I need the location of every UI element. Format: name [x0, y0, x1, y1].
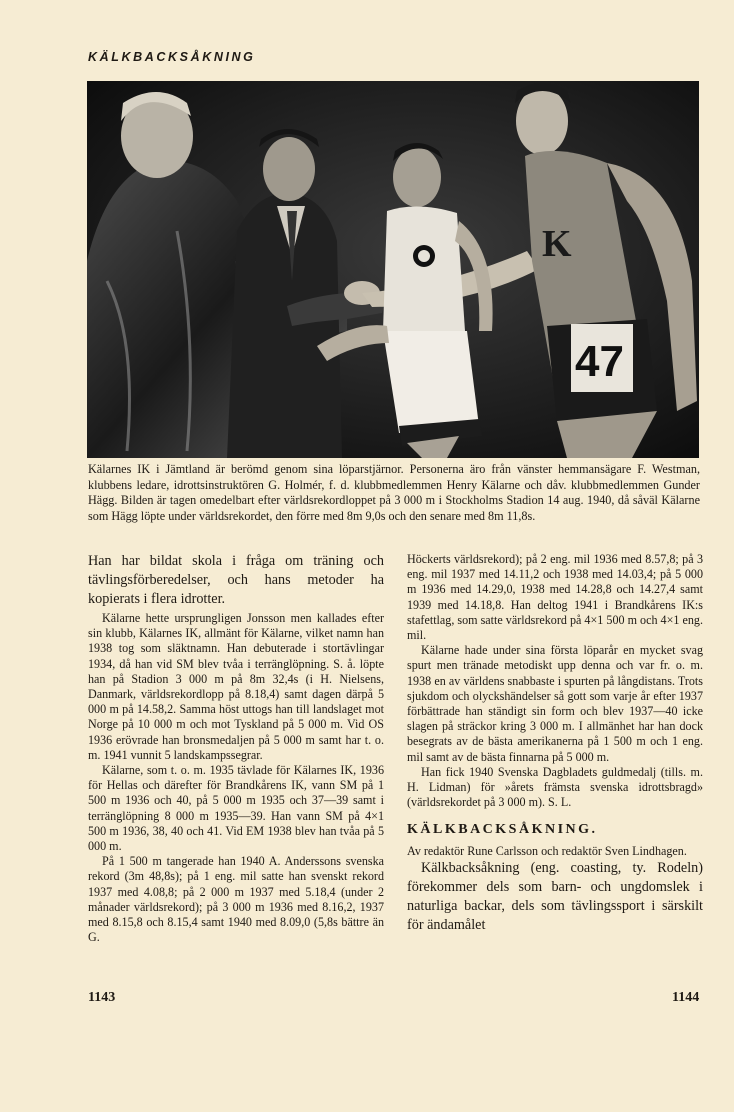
man-in-suit: [227, 193, 342, 458]
photo-caption: [88, 462, 700, 524]
runner-1-shorts: [383, 331, 479, 433]
body-paragraph: Kälkbacksåkning (eng. coasting, ty. Rodeln) förekommer dels som barn- och ungdomslek i naturliga backar, dels som tävlingssport i särskilt för ändamålet: [407, 859, 703, 933]
page-number-right: 1144: [672, 990, 700, 1005]
runner-1-singlet: [383, 206, 465, 331]
body-paragraph: Höckerts världsrekord); på 2 eng. mil 1936 med 8.57,8; på 3 eng. mil 1937 med 14.11,2 och 1938 med 14.03,4; på 5 000 m 1936 med 14.29,0, 1938 med 14.28,8 och 14.27,4 samt 1939 med 14.18,8. Han deltog 1941 i Brandkårens IK:s stafettlag, som satte världsrekord på 4×1 500 m och 4×1 eng. mil.: [407, 552, 703, 643]
body-paragraph: På 1 500 m tangerade han 1940 A. Anderssons svenska rekord (3m 48,8s); på 1 eng. mil satte han svenskt rekord 1937 med 4.08,8; på 2 000 m 1937 med 5.18,4 (under 2 månader världsrekord); på 3 000 m 1936 med 8.16,2, 1937 med 8.15,8 och 8.15,4 samt 1940 med 8.09,0 (5,8s bättre än G.: [88, 854, 384, 945]
page-number-left: 1143: [88, 990, 116, 1005]
caption-text: Kälarnes IK i Jämtland är berömd genom sina löparstjärnor. Personerna äro från vänster hemmansägare F. Westman, klubbens ledare, idrottsinstruktören G. Holmér, f. d. klubbmedlemmen Henry Kälarne och dåv. klubbmedlemmen Gunder Hägg. Bilden är tagen omedelbart efter världsrekordloppet på 3 000 m i Stockholms Stadion 14 aug. 1940, då såväl Kälarne som Hägg löpte under världsrekordet, den förre med 8m 9,0s och den senare med 8m 11,8s.: [88, 462, 700, 523]
runner-2-head: [516, 87, 568, 155]
running-head: KÄLKBACKSÅKNING: [88, 50, 256, 64]
section-heading: KÄLKBACKSÅKNING.: [407, 822, 598, 838]
body-paragraph: Kälarne hade under sina första löparår en mycket svag spurt men tränade metodiskt upp denna och var fr. o. m. 1938 en av världens snabbaste i spurten på långdistans. Trots sjukdom och olyckshändelser så gott som varje år efter 1937 förbättrade han ständigt sin form och blev 1937—40 icke slagen på sträckor kring 3 000 m. I allmänhet har han dock besegrats av de bästa amerikanerna på 1 500 m och 1 eng. mil samt av de bästa finnarna på 5 000 m.: [407, 643, 703, 764]
right-column: [407, 552, 703, 935]
athletes-photo: [87, 81, 699, 458]
lead-paragraph: Han har bildat skola i fråga om träning och tävlingsförberedelser, och hans metoder ha kopierats i flera idrotter.: [88, 553, 384, 607]
left-column: [88, 552, 384, 945]
bib-number: 47: [575, 337, 624, 386]
byline: Av redaktör Rune Carlsson och redaktör Sven Lindhagen.: [407, 843, 687, 858]
man-in-suit-head: [263, 137, 315, 201]
body-paragraph: Kälarne hette ursprungligen Jonsson men kallades efter sin klubb, Kälarnes IK, allmänt för Kälarne, vilket namn han 1938 tog som släktnamn. Han debuterade i stortävlingar 1934, då han vid SM blev tvåa i terränglöpning. S. å. löpte han på Stadion 3 000 m på 8m 32,4s (i H. Nielsens, Danmark, världsrekordlopp på 8.18,4) samt dagen därpå 5 000 m på 14.58,2. Samma höst uttogs han till landslaget mot Norge på 10 000 m och mot Tyskland på 5 000 m. Vid OS 1936 erövrade han bronsmedaljen på 5 000 m samt har t. o. m. 1941 vunnit 5 landskampssegrar.: [88, 611, 384, 762]
runner-1-head: [393, 147, 441, 207]
jersey-letter: K: [542, 223, 572, 265]
body-paragraph: Kälarne, som t. o. m. 1935 tävlade för Kälarnes IK, 1936 för Hellas och därefter för Brandkårens IK, vann SM på 1 500 m 1936 och 40, på 5 000 m 1935 och 37—39 samt i terränglöpning 8 000 m 1935—39. Han vann SM på 4×1 500 m 1936, 38, 40 och 41. Vid EM 1938 blev han tvåa på 5 000 m.: [88, 763, 384, 854]
body-paragraph: Han fick 1940 Svenska Dagbladets guldmedalj (tills. m. H. Lidman) för »årets främsta svenska idrottsbragd» (världsrekordet på 3 000 m). S. L.: [407, 764, 703, 810]
photo-illustration: [87, 81, 699, 458]
